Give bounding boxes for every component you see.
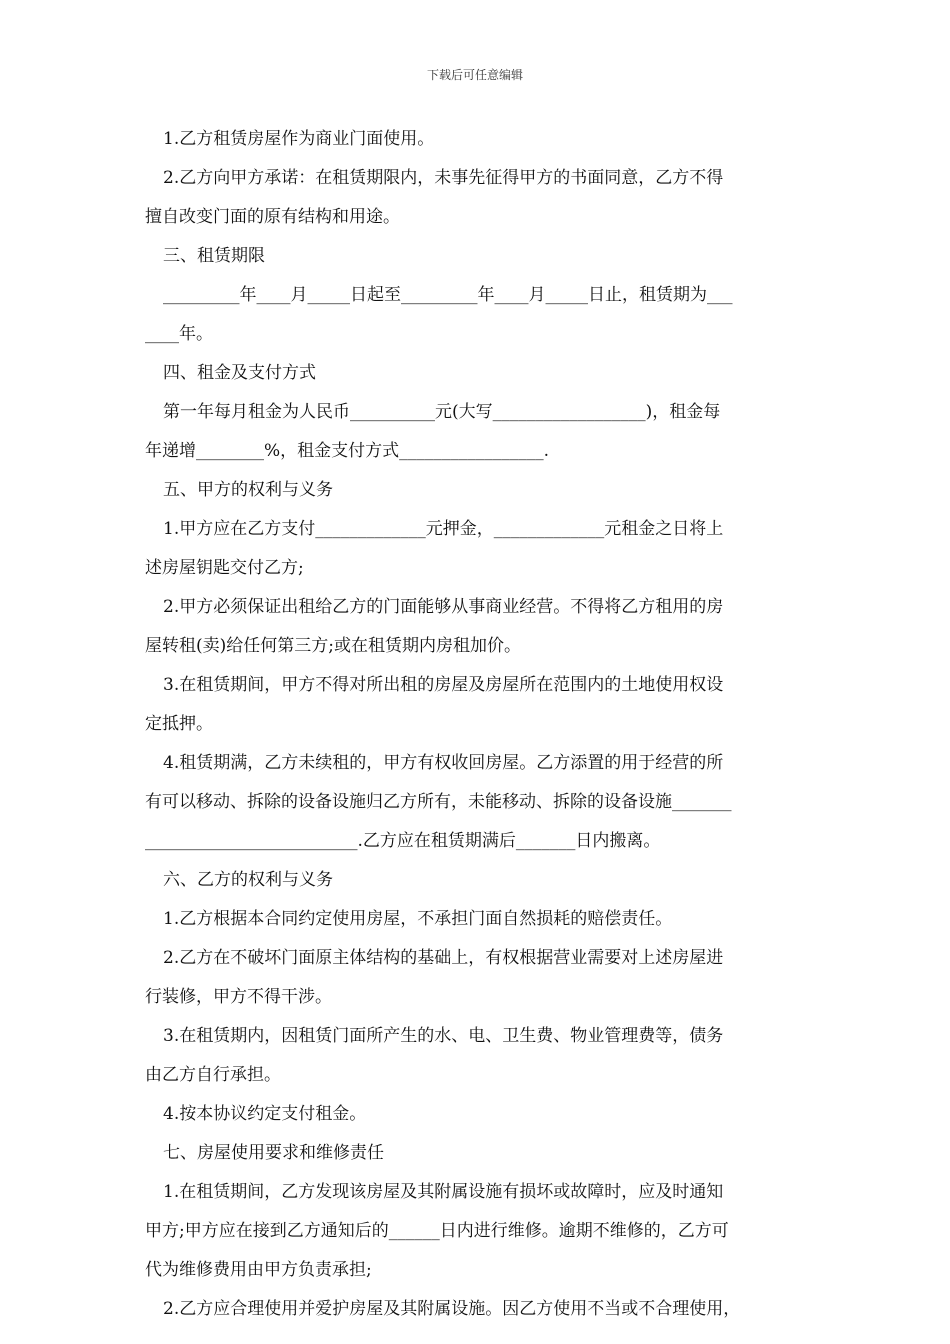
document-line: 四、租金及支付方式 (163, 363, 316, 383)
document-line: 由乙方自行承担。 (145, 1065, 281, 1085)
document-line: ____年。 (145, 324, 213, 344)
page-header: 下载后可任意编辑 (426, 68, 523, 82)
document-line: 1.乙方租赁房屋作为商业门面使用。 (163, 129, 435, 149)
document-line: 行装修，甲方不得干涉。 (145, 987, 332, 1007)
document-line: 代为维修费用由甲方负责承担; (145, 1260, 372, 1280)
document-line: 屋转租(卖)给任何第三方;或在租赁期内房租加价。 (145, 636, 521, 656)
document-line: 第一年每月租金为人民币__________元(大写__________________)，租金每 (163, 402, 721, 422)
document-line: _________________________.乙方应在租赁期满后_______日内搬离。 (145, 831, 661, 851)
document-line: 甲方;甲方应在接到乙方通知后的______日内进行维修。逾期不维修的，乙方可 (145, 1221, 729, 1241)
document-line: 2.乙方应合理使用并爱护房屋及其附属设施。因乙方使用不当或不合理使用， (163, 1299, 741, 1319)
document-line: 4.按本协议约定支付租金。 (163, 1104, 367, 1124)
document-line: 五、甲方的权利与义务 (163, 480, 333, 500)
document-line: 1.甲方应在乙方支付_____________元押金，_____________元租金之日将上 (163, 519, 724, 539)
document-line: 年递增________%，租金支付方式_________________. (145, 441, 550, 461)
document-line: 2.甲方必须保证出租给乙方的门面能够从事商业经营。不得将乙方租用的房 (163, 597, 724, 617)
document-line: 2.乙方在不破坏门面原主体结构的基础上，有权根据营业需要对上述房屋进 (163, 948, 724, 968)
document-line: 2.乙方向甲方承诺：在租赁期限内，未事先征得甲方的书面同意，乙方不得 (163, 168, 724, 188)
document-line: 3.在租赁期内，因租赁门面所产生的水、电、卫生费、物业管理费等，债务 (163, 1026, 724, 1046)
document-line: _________年____月_____日起至_________年____月_____日止，租赁期为___ (163, 285, 733, 305)
document-line: 定抵押。 (145, 714, 213, 734)
document-line: 六、乙方的权利与义务 (163, 870, 333, 890)
document-line: 3.在租赁期间，甲方不得对所出租的房屋及房屋所在范围内的土地使用权设 (163, 675, 724, 695)
document-line: 述房屋钥匙交付乙方; (145, 558, 304, 578)
document-line: 有可以移动、拆除的设备设施归乙方所有，未能移动、拆除的设备设施_______ (145, 792, 732, 812)
document-line: 4.租赁期满，乙方未续租的，甲方有权收回房屋。乙方添置的用于经营的所 (163, 753, 724, 773)
document-line: 三、租赁期限 (163, 246, 265, 266)
document-line: 擅自改变门面的原有结构和用途。 (145, 207, 400, 227)
document-line: 1.乙方根据本合同约定使用房屋，不承担门面自然损耗的赔偿责任。 (163, 909, 673, 929)
document-line: 1.在租赁期间，乙方发现该房屋及其附属设施有损坏或故障时，应及时通知 (163, 1182, 724, 1202)
document-body (145, 124, 809, 1333)
document-line: 七、房屋使用要求和维修责任 (163, 1143, 384, 1163)
